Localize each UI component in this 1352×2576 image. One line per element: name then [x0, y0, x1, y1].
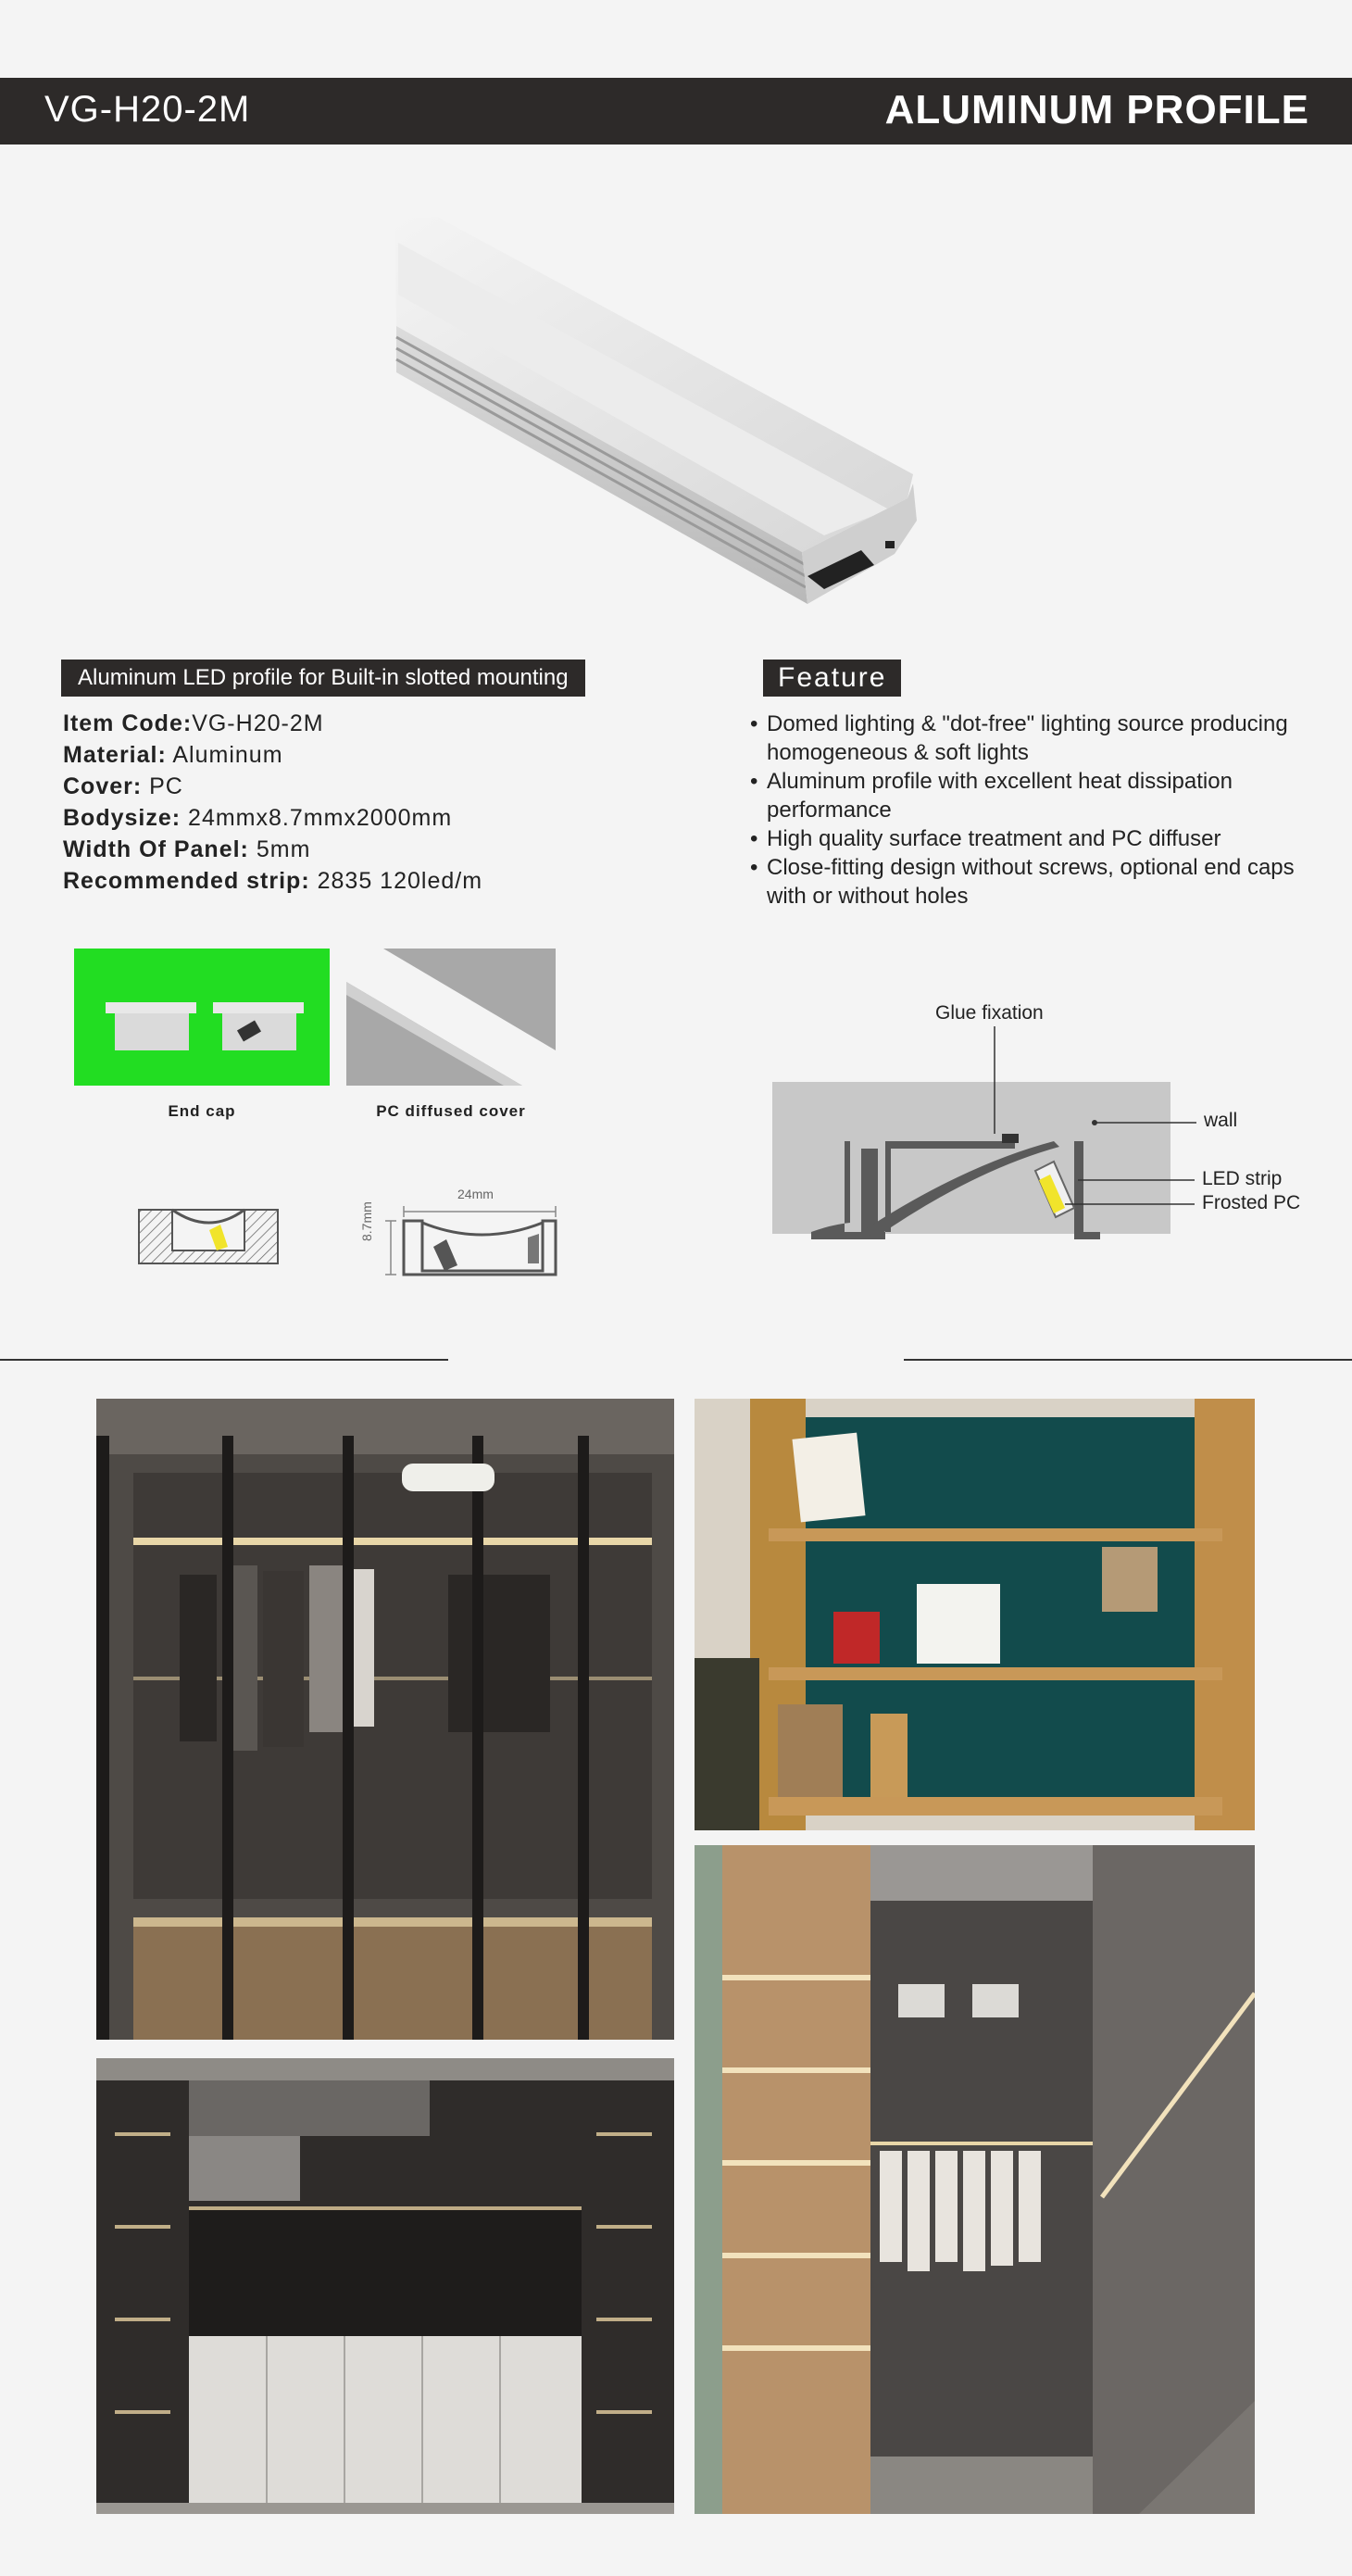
model-code: VG-H20-2M: [44, 89, 251, 130]
spec-list: [63, 708, 656, 897]
product-render: [389, 215, 917, 622]
feature-list: [746, 710, 1302, 911]
divider-left: [0, 1359, 448, 1361]
spec-heading-tag: Aluminum LED profile for Built-in slotted mounting: [61, 660, 585, 697]
spec-item-code: Item Code:VG-H20-2M: [63, 710, 324, 736]
divider-right: [904, 1359, 1352, 1361]
product-type-title: ALUMINUM PROFILE: [884, 87, 1309, 132]
frosted-pc-label: Frosted PC: [1202, 1192, 1301, 1213]
dimension-drawing: [361, 1195, 565, 1278]
spec-bodysize: Bodysize: 24mmx8.7mmx2000mm: [63, 805, 453, 831]
pc-cover-caption: PC diffused cover: [376, 1102, 526, 1120]
feature-heading-tag: Feature: [763, 660, 901, 697]
feature-item: • Close-fitting design without screws, optional end caps with or without holes: [746, 853, 1302, 911]
installation-diagram: [759, 989, 1278, 1258]
spec-recommended-strip: Recommended strip: 2835 120led/m: [63, 868, 483, 894]
spec-cover: Cover: PC: [63, 773, 183, 799]
wine-cabinet-illustration: [96, 2058, 674, 2514]
spec-material: Material: Aluminum: [63, 742, 283, 768]
teal-shelf-illustration: [695, 1399, 1255, 1830]
end-cap-shape-icon: [74, 949, 330, 1086]
dim-height-label: 8.7mm: [359, 1201, 374, 1241]
end-cap-caption: End cap: [168, 1102, 236, 1120]
wine-cabinet-photo: [96, 2058, 674, 2514]
dim-width-label: 24mm: [457, 1187, 494, 1201]
slot-mount-drawing: [135, 1195, 283, 1269]
glue-fixation-label: Glue fixation: [935, 1002, 1044, 1024]
wall-label: wall: [1204, 1110, 1238, 1131]
wardrobe-illustration: [96, 1399, 674, 2040]
wardrobe-photo: [96, 1399, 674, 2040]
end-cap-photo: [74, 949, 330, 1086]
feature-item: • High quality surface treatment and PC diffuser: [746, 824, 1302, 853]
walk-in-closet-illustration: [695, 1845, 1255, 2514]
diffuser-strip-icon: [346, 949, 556, 1086]
pc-cover-photo: [346, 949, 556, 1086]
teal-shelf-photo: [695, 1399, 1255, 1830]
walk-in-closet-photo: [695, 1845, 1255, 2514]
feature-item: • Aluminum profile with excellent heat dissipation performance: [746, 767, 1302, 824]
led-strip-label: LED strip: [1202, 1168, 1283, 1189]
spec-panel-width: Width Of Panel: 5mm: [63, 836, 311, 862]
feature-item: • Domed lighting & "dot-free" lighting source producing homogeneous & soft lights: [746, 710, 1302, 767]
